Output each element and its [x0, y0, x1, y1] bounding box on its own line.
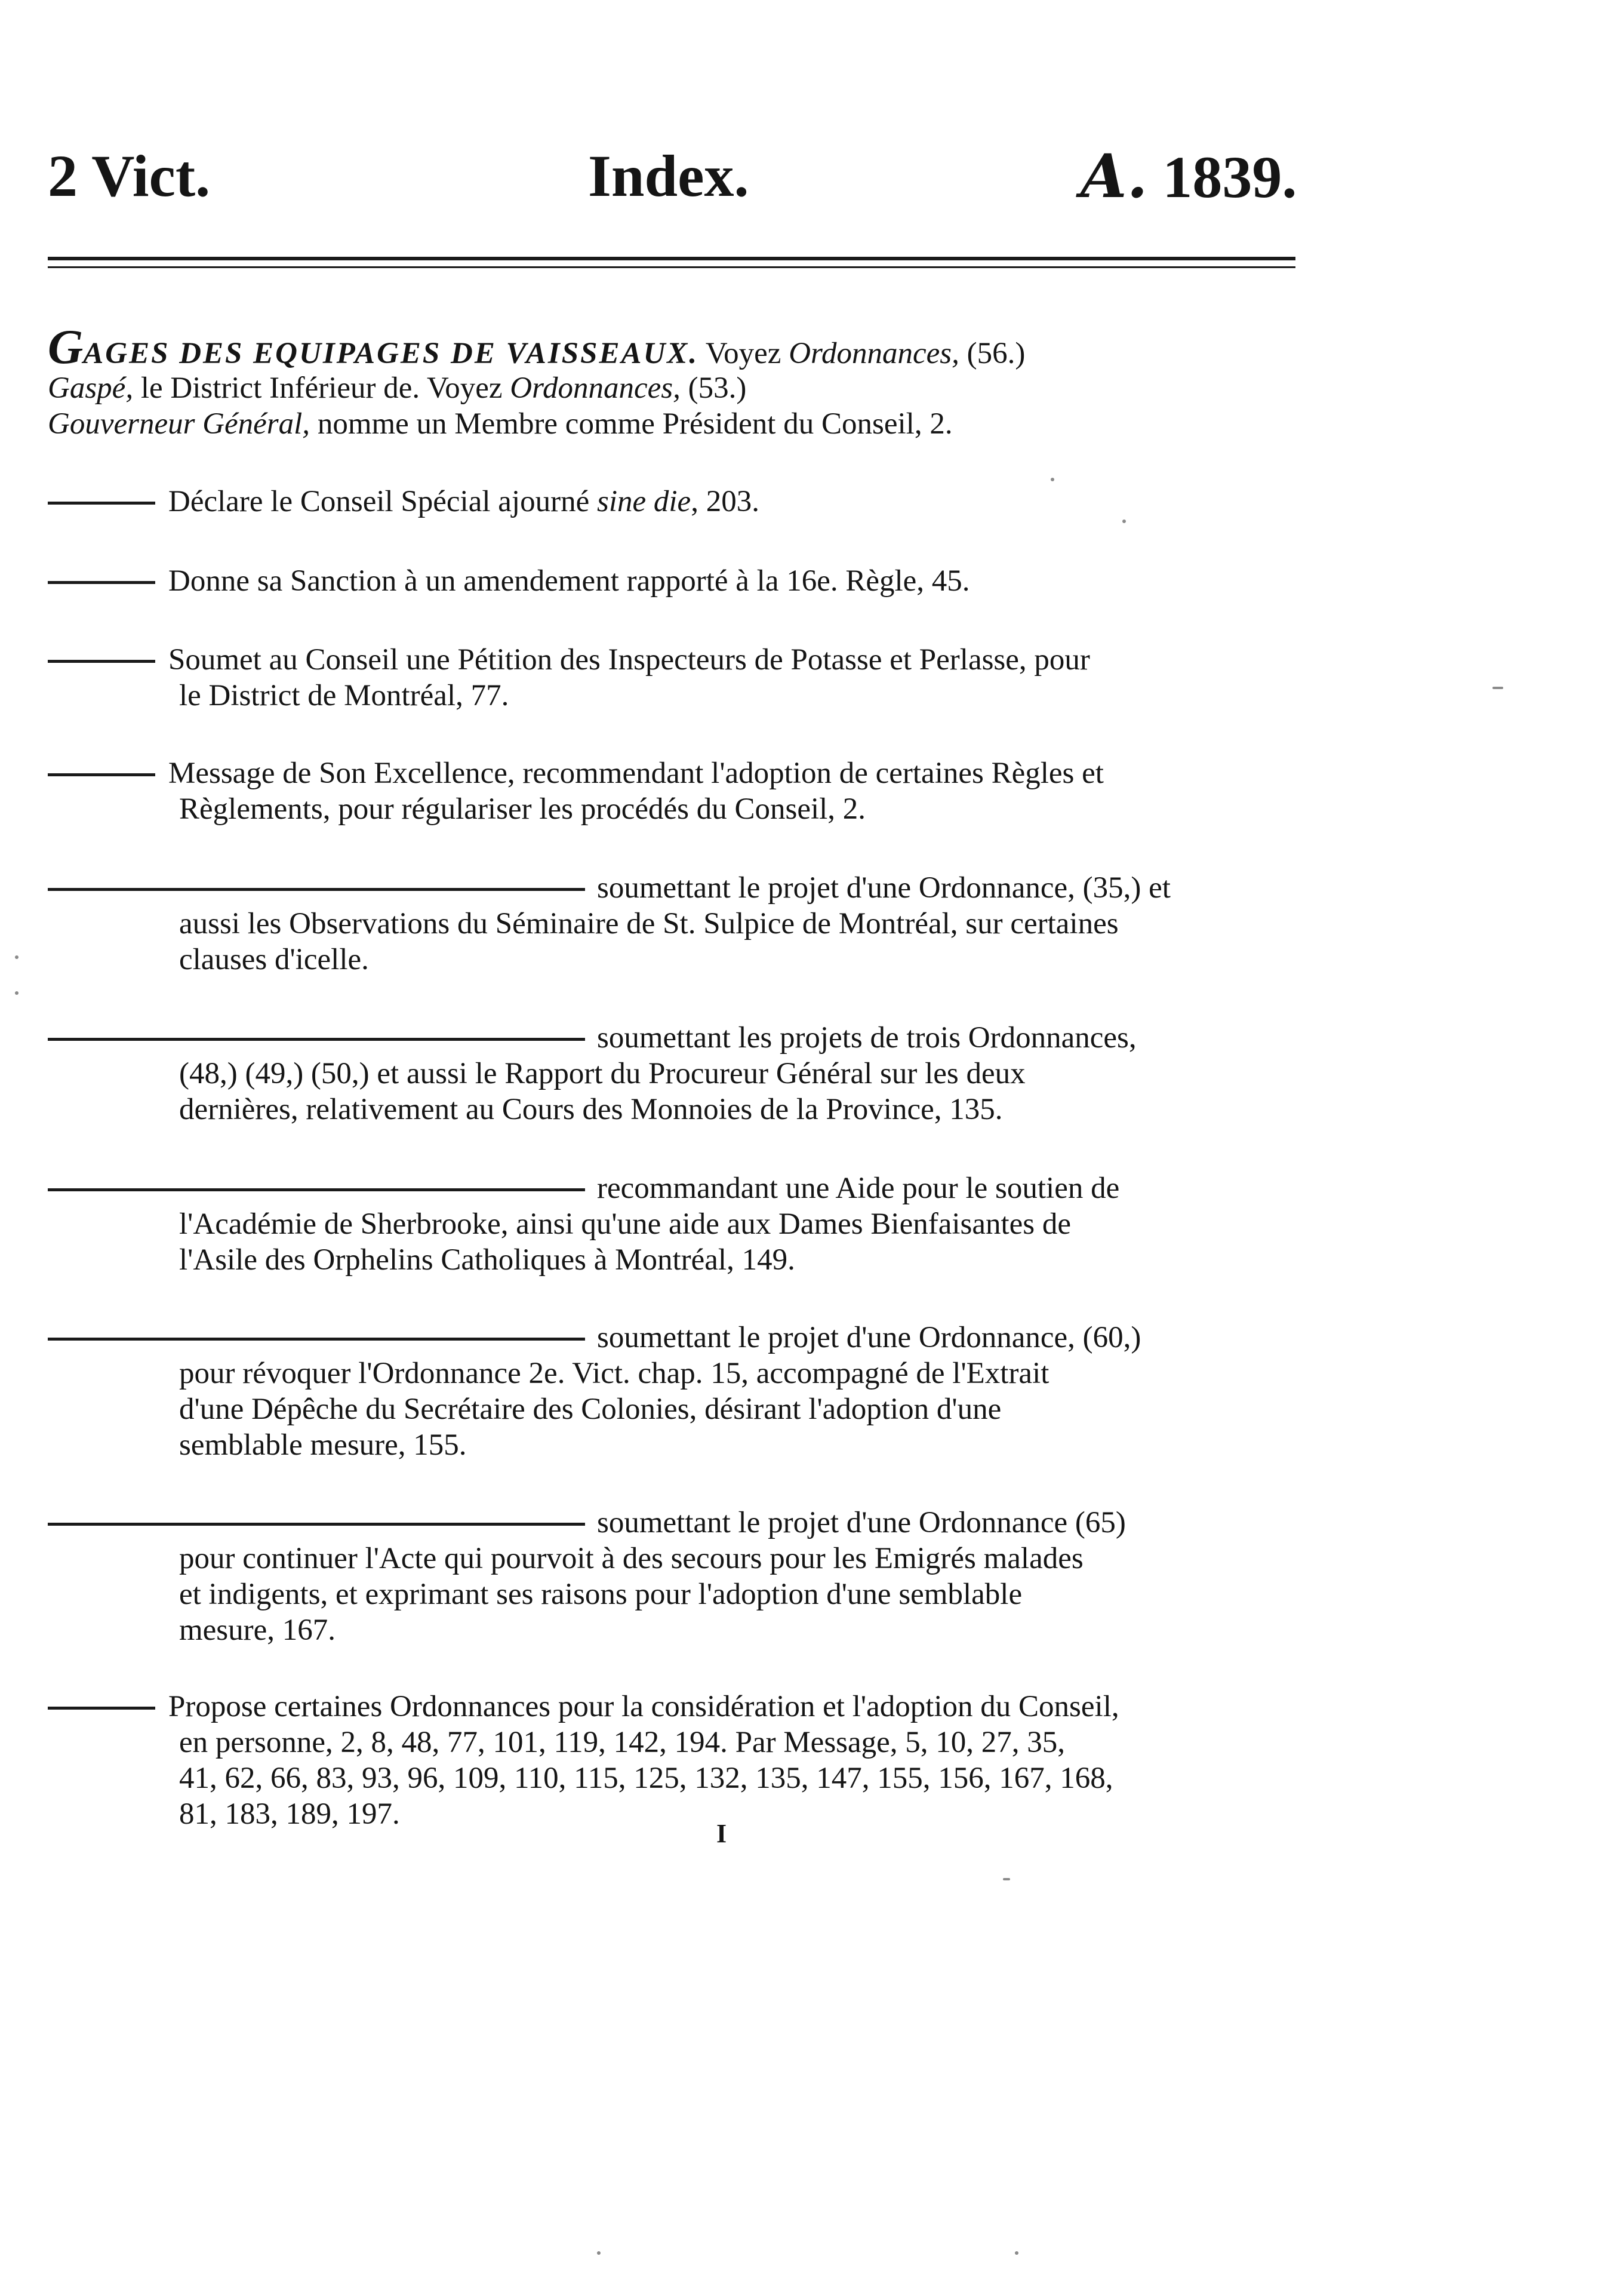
- subentry-line: d'une Dépêche du Secrétaire des Colonies, désirant l'adoption d'une: [179, 1393, 1002, 1426]
- entry-gaspe-term: Gaspé,: [48, 371, 134, 405]
- subentry-line: soumettant les projets de trois Ordonnances,: [597, 1021, 1137, 1055]
- subentry-line: pour continuer l'Acte qui pourvoit à des secours pour les Emigrés malades: [179, 1542, 1084, 1575]
- subentry-line: Déclare le Conseil Spécial ajourné sine die, 203.: [168, 485, 759, 518]
- print-speck: [1015, 2251, 1018, 2255]
- subentry-line: Donne sa Sanction à un amendement rapporté à la 16e. Règle, 45.: [168, 564, 970, 598]
- signature-mark: I: [716, 1819, 727, 1848]
- print-speck: [15, 991, 19, 995]
- ditto-dash-long: [48, 1038, 585, 1041]
- print-speck: [1122, 520, 1126, 523]
- year-text: 1839.: [1162, 144, 1297, 210]
- subentry-line: Soumet au Conseil une Pétition des Inspecteurs de Potasse et Perlasse, pour: [168, 643, 1090, 677]
- entry-gages: GAGES DES EQUIPAGES DE VAISSEAUX. Voyez Ordonnances, (56.): [48, 319, 1026, 374]
- ditto-dash-long: [48, 1188, 585, 1191]
- ditto-dash: [48, 773, 155, 776]
- subentry-line: semblable mesure, 155.: [179, 1428, 467, 1462]
- subentry-line: mesure, 167.: [179, 1613, 336, 1647]
- running-header-year: [1081, 141, 1297, 211]
- print-speck: [1003, 1878, 1010, 1880]
- subentry-line: Propose certaines Ordonnances pour la considération et l'adoption du Conseil,: [168, 1690, 1119, 1723]
- running-header-title: Index.: [588, 143, 749, 209]
- ditto-dash-long: [48, 1338, 585, 1341]
- entry-gages-term: AGES DES EQUIPAGES DE VAISSEAUX.: [83, 337, 699, 370]
- ditto-dash: [48, 660, 155, 663]
- ditto-dash-long: [48, 1523, 585, 1526]
- subentry-line: clauses d'icelle.: [179, 943, 369, 976]
- entry-gouverneur-term: Gouverneur Général,: [48, 407, 310, 441]
- subentry-line: pour révoquer l'Ordonnance 2e. Vict. chap. 15, accompagné de l'Extrait: [179, 1357, 1049, 1390]
- print-speck: [1051, 478, 1054, 481]
- ditto-dash: [48, 502, 155, 505]
- drop-initial: G: [48, 319, 84, 374]
- subentry-line: soumettant le projet d'une Ordonnance, (35,) et: [597, 871, 1171, 905]
- header-rule-thick: [48, 257, 1295, 260]
- subentry-line: l'Académie de Sherbrooke, ainsi qu'une aide aux Dames Bienfaisantes de: [179, 1207, 1072, 1241]
- entry-gages-ref: Ordonnances,: [789, 337, 959, 370]
- print-speck: [1492, 687, 1503, 689]
- subentry-line: 81, 183, 189, 197.: [179, 1797, 400, 1831]
- subentry-line: dernières, relativement au Cours des Monnoies de la Province, 135.: [179, 1093, 1003, 1126]
- subentry-line: l'Asile des Orphelins Catholiques à Montréal, 149.: [179, 1243, 795, 1277]
- subentry-line: soumettant le projet d'une Ordonnance (65): [597, 1506, 1126, 1539]
- subentry-line: recommandant une Aide pour le soutien de: [597, 1172, 1120, 1205]
- entry-gaspe-ref: Ordonnances,: [510, 371, 681, 405]
- entry-gaspe: Gaspé, le District Inférieur de. Voyez Ordonnances, (53.): [48, 371, 747, 405]
- subentry-line: le District de Montréal, 77.: [179, 679, 509, 712]
- subentry-line: 41, 62, 66, 83, 93, 96, 109, 110, 115, 125, 132, 135, 147, 155, 156, 167, 168,: [179, 1762, 1113, 1795]
- ditto-dash: [48, 1707, 155, 1710]
- subentry-line: soumettant le projet d'une Ordonnance, (60,): [597, 1321, 1141, 1354]
- ditto-dash: [48, 581, 155, 584]
- running-header-regnal-year: 2 Vict.: [48, 143, 211, 209]
- subentry-line: (48,) (49,) (50,) et aussi le Rapport du Procureur Général sur les deux: [179, 1057, 1026, 1090]
- subentry-line: et indigents, et exprimant ses raisons pour l'adoption d'une semblable: [179, 1578, 1023, 1611]
- subentry-line: aussi les Observations du Séminaire de St. Sulpice de Montréal, sur certaines: [179, 907, 1119, 940]
- entry-gouverneur: Gouverneur Général, nomme un Membre comme Président du Conseil, 2.: [48, 407, 953, 441]
- subentry-line: Message de Son Excellence, recommendant l'adoption de certaines Règles et: [168, 757, 1104, 790]
- print-speck: [15, 955, 19, 959]
- subentry-line: en personne, 2, 8, 48, 77, 101, 119, 142, 194. Par Message, 5, 10, 27, 35,: [179, 1726, 1066, 1759]
- subentry-line: Règlements, pour régulariser les procédés du Conseil, 2.: [179, 792, 866, 826]
- anno-mark: A.: [1081, 141, 1148, 211]
- print-speck: [597, 2251, 601, 2255]
- header-rule-thin: [48, 266, 1295, 268]
- ditto-dash-long: [48, 888, 585, 891]
